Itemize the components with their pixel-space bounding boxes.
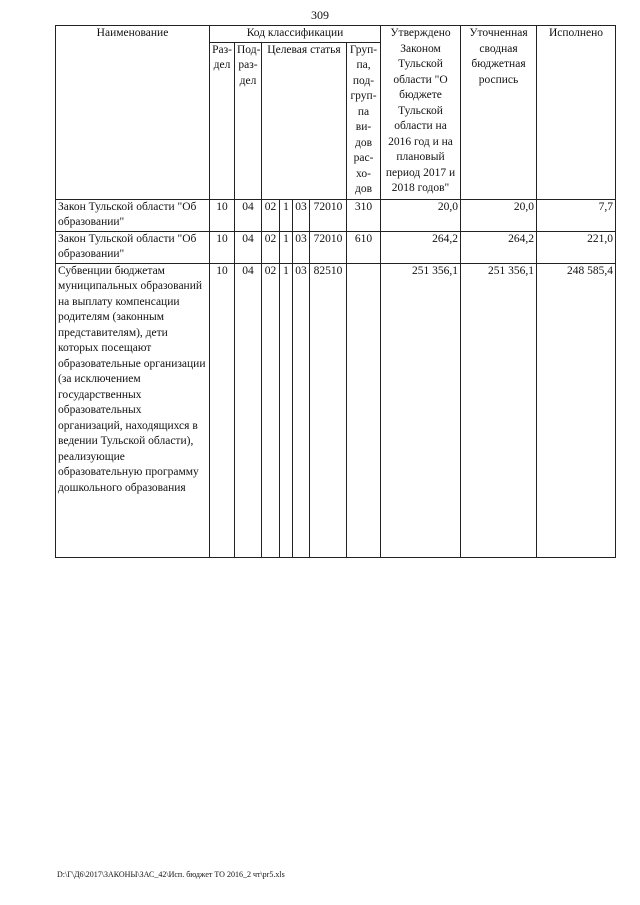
header-approved: Утверждено Законом Тульской области "О бюджете Тульской области на 2016 год и на плановый период 2017 и 2018 годов" bbox=[381, 26, 461, 200]
row-subsection: 04 bbox=[235, 263, 262, 557]
table-row bbox=[56, 231, 616, 263]
row-target-article-4: 82510 bbox=[310, 263, 347, 557]
header-name: Наименование bbox=[56, 26, 210, 200]
row-expense-group: 310 bbox=[347, 199, 381, 231]
row-target-article-3: 03 bbox=[293, 231, 310, 263]
row-name: Субвенции бюджетам муниципальных образований на выплату компенсации родителям (законным представителям), дети которых посещают образовательные организации (за исключением государственных образовательных организаций, находящихся в ведении Тульской области), реализующие образовательную программу дошкольного образования bbox=[56, 263, 210, 557]
row-refined: 264,2 bbox=[461, 231, 537, 263]
row-approved: 251 356,1 bbox=[381, 263, 461, 557]
row-target-article-1: 02 bbox=[262, 263, 280, 557]
row-target-article-1: 02 bbox=[262, 199, 280, 231]
row-section: 10 bbox=[210, 199, 235, 231]
row-target-article-2: 1 bbox=[280, 263, 293, 557]
row-section: 10 bbox=[210, 231, 235, 263]
header-refined: Уточненная сводная бюджетная роспись bbox=[461, 26, 537, 200]
row-expense-group: 610 bbox=[347, 231, 381, 263]
row-name: Закон Тульской области "Об образовании" bbox=[56, 231, 210, 263]
row-executed: 248 585,4 bbox=[537, 263, 616, 557]
row-target-article-4: 72010 bbox=[310, 199, 347, 231]
row-refined: 20,0 bbox=[461, 199, 537, 231]
row-section: 10 bbox=[210, 263, 235, 557]
header-subsection: Под-раз-дел bbox=[235, 42, 262, 199]
header-row-top bbox=[56, 26, 616, 43]
header-target-article: Целевая статья bbox=[262, 42, 347, 199]
header-executed: Исполнено bbox=[537, 26, 616, 200]
row-name: Закон Тульской области "Об образовании" bbox=[56, 199, 210, 231]
row-target-article-2: 1 bbox=[280, 231, 293, 263]
row-executed: 7,7 bbox=[537, 199, 616, 231]
row-target-article-2: 1 bbox=[280, 199, 293, 231]
budget-table bbox=[55, 25, 616, 558]
row-subsection: 04 bbox=[235, 199, 262, 231]
row-target-article-4: 72010 bbox=[310, 231, 347, 263]
row-target-article-3: 03 bbox=[293, 199, 310, 231]
row-executed: 221,0 bbox=[537, 231, 616, 263]
header-section: Раз-дел bbox=[210, 42, 235, 199]
table-row bbox=[56, 199, 616, 231]
row-target-article-1: 02 bbox=[262, 231, 280, 263]
row-expense-group bbox=[347, 263, 381, 557]
row-subsection: 04 bbox=[235, 231, 262, 263]
row-approved: 264,2 bbox=[381, 231, 461, 263]
row-approved: 20,0 bbox=[381, 199, 461, 231]
header-classification-code: Код классификации bbox=[210, 26, 381, 43]
row-refined: 251 356,1 bbox=[461, 263, 537, 557]
file-path-footer: D:\Г\Д6\2017\ЗАКОНЫ\ЗАС_42\Исп. бюджет ТО 2016_2 чт\pr5.xls bbox=[57, 870, 285, 879]
row-target-article-3: 03 bbox=[293, 263, 310, 557]
page-number: 309 bbox=[311, 8, 329, 22]
table-row bbox=[56, 263, 616, 557]
header-expense-group: Груп-па, под-груп-па ви-дов рас-хо-дов bbox=[347, 42, 381, 199]
